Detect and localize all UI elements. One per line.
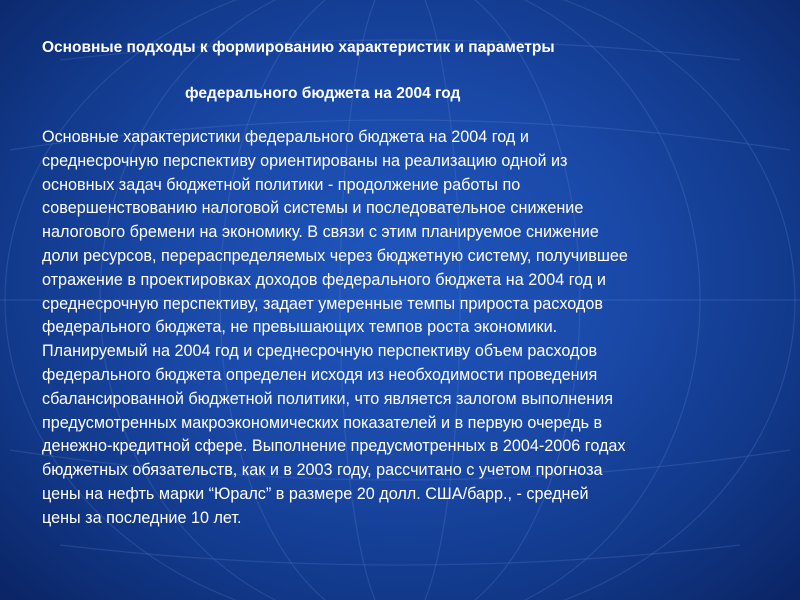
body-line: основных задач бюджетной политики - продолжение работы по xyxy=(42,175,521,194)
body-line: совершенствованию налоговой системы и последовательное снижение xyxy=(42,199,584,218)
body-line: Основные характеристики федерального бюджета на 2004 год и xyxy=(42,128,529,146)
slide-body-text xyxy=(42,126,772,531)
body-line: доли ресурсов, перераспределяемых через бюджетную систему, получившее xyxy=(42,246,628,265)
slide-title-line-2: федерального бюджета на 2004 год xyxy=(185,85,461,102)
body-line: федерального бюджета определен исходя из необходимости проведения xyxy=(42,365,598,384)
body-line: предусмотренных макроэкономических показателей и в первую очередь в xyxy=(42,413,603,432)
body-line: налогового бремени на экономику. В связи с этим планируемое снижение xyxy=(42,223,599,242)
body-line: среднесрочную перспективу, задает умеренные темпы прироста расходов xyxy=(42,294,603,313)
body-line: денежно-кредитной сфере. Выполнение предусмотренных в 2004-2006 годах xyxy=(42,437,626,456)
body-line: федерального бюджета, не превышающих темпов роста экономики. xyxy=(42,318,558,337)
body-line: Планируемый на 2004 год и среднесрочную перспективу объем расходов xyxy=(42,342,598,361)
body-line: сбалансированной бюджетной политики, что является залогом выполнения xyxy=(42,389,613,408)
slide-content xyxy=(42,38,772,531)
body-line: цены за последние 10 лет. xyxy=(42,508,242,527)
body-line: бюджетных обязательств, как и в 2003 году, рассчитано с учетом прогноза xyxy=(42,461,603,480)
body-line: отражение в проектировках доходов федерального бюджета на 2004 год и xyxy=(42,270,606,289)
slide-title-line-1: Основные подходы к формированию характеристик и параметры xyxy=(42,39,555,56)
body-line: цены на нефть марки “Юралс” в размере 20 долл. США/барр., - средней xyxy=(42,484,589,503)
body-line: среднесрочную перспективу ориентированы на реализацию одной из xyxy=(42,151,568,170)
